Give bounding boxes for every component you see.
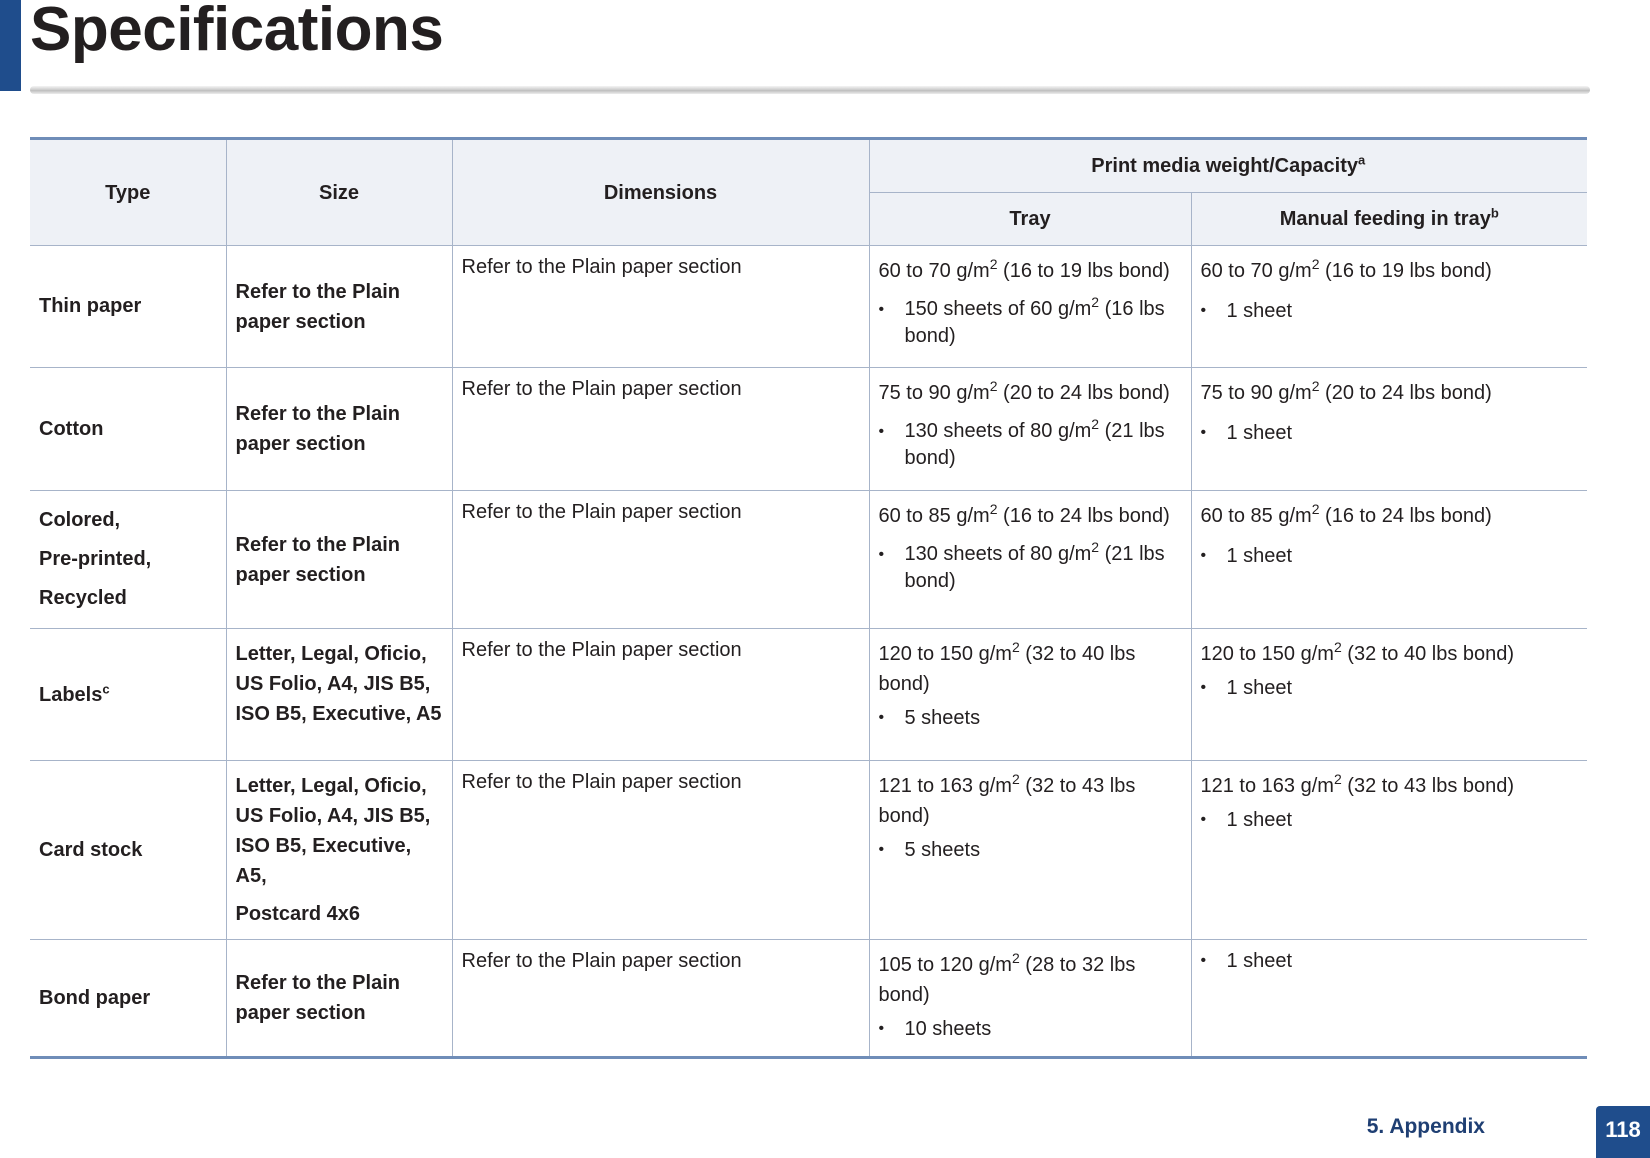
header-dimensions: Dimensions — [452, 139, 869, 246]
superscript: 2 — [989, 378, 998, 394]
superscript: 2 — [989, 256, 998, 272]
header-accent-bar — [0, 0, 21, 91]
tray-cell — [869, 368, 1191, 491]
weight-text: 60 to 85 g/m — [878, 505, 990, 527]
dimensions-cell: Refer to the Plain paper section — [452, 629, 869, 761]
weight-text: 60 to 85 g/m — [1200, 505, 1312, 527]
tray-capacity-bullet — [879, 541, 1183, 595]
weight-text: (16 to 24 lbs bond) — [997, 505, 1170, 527]
manual-weight — [1201, 378, 1580, 408]
tray-cell — [869, 491, 1191, 629]
weight-text: 60 to 70 g/m — [1200, 260, 1312, 282]
header-print-media-label: Print media weight/Capacity — [1091, 155, 1358, 177]
table-row — [30, 761, 1587, 940]
footnote-marker-a: a — [1358, 152, 1366, 168]
weight-text: (32 to 43 lbs bond) — [878, 775, 1136, 827]
tray-cell — [869, 629, 1191, 761]
type-label: Pre-printed, — [39, 548, 152, 570]
manual-cell — [1191, 940, 1587, 1058]
superscript: 2 — [989, 501, 998, 517]
specifications-table — [30, 137, 1587, 1059]
weight-text: 121 to 163 g/m — [1200, 775, 1334, 797]
manual-capacity-bullet: • 1 sheet — [1201, 418, 1580, 448]
tray-weight — [879, 501, 1183, 531]
manual-capacity-bullet: • 1 sheet — [1201, 805, 1580, 835]
dimensions-cell: Refer to the Plain paper section — [452, 491, 869, 629]
tray-capacity-bullet: • 5 sheets — [879, 835, 1183, 865]
tray-capacity-bullet — [879, 296, 1183, 350]
superscript: 2 — [1311, 256, 1320, 272]
size-cell: Letter, Legal, Oficio, US Folio, A4, JIS B5, ISO B5, Executive, A5 — [226, 629, 452, 761]
manual-capacity-bullet: • 1 sheet — [1201, 541, 1580, 571]
bullet-text: (16 lbs bond) — [904, 298, 1165, 347]
bullet-text: (21 lbs bond) — [904, 420, 1165, 469]
dimensions-cell: Refer to the Plain paper section — [452, 246, 869, 368]
type-label: Labels — [39, 683, 103, 706]
weight-text: 75 to 90 g/m — [878, 382, 990, 404]
manual-capacity-bullet: • 1 sheet — [1201, 296, 1580, 326]
table-row — [30, 368, 1587, 491]
weight-text: (28 to 32 lbs bond) — [878, 954, 1136, 1006]
weight-text: 120 to 150 g/m — [878, 643, 1012, 665]
superscript: 2 — [1091, 539, 1100, 555]
type-cell — [30, 246, 226, 368]
superscript: 2 — [1333, 639, 1342, 655]
tray-weight — [879, 771, 1183, 831]
manual-weight — [1201, 771, 1580, 801]
dimensions-cell: Refer to the Plain paper section — [452, 761, 869, 940]
superscript: 2 — [1311, 378, 1320, 394]
table-row — [30, 940, 1587, 1058]
superscript: 2 — [1091, 294, 1100, 310]
type-cell — [30, 629, 226, 761]
bullet-text: 130 sheets of 80 g/m — [904, 543, 1092, 565]
tray-cell — [869, 246, 1191, 368]
type-cell — [30, 491, 226, 629]
weight-text: 60 to 70 g/m — [878, 260, 990, 282]
superscript: 2 — [1091, 416, 1100, 432]
size-list: Letter, Legal, Oficio, US Folio, A4, JIS B5, ISO B5, Executive, A5, — [235, 775, 431, 887]
dimensions-cell: Refer to the Plain paper section — [452, 940, 869, 1058]
type-label: Recycled — [39, 587, 127, 609]
weight-text: (16 to 19 lbs bond) — [997, 260, 1170, 282]
superscript: 2 — [1333, 771, 1342, 787]
table-header-row — [30, 139, 1587, 193]
size-cell: Refer to the Plain paper section — [226, 491, 452, 629]
tray-capacity-bullet: • 5 sheets — [879, 703, 1183, 733]
table-row — [30, 629, 1587, 761]
header-type: Type — [30, 139, 226, 246]
manual-cell — [1191, 491, 1587, 629]
weight-text: 120 to 150 g/m — [1200, 643, 1334, 665]
manual-weight — [1201, 256, 1580, 286]
tray-cell — [869, 940, 1191, 1058]
type-cell — [30, 368, 226, 491]
header-manual-label: Manual feeding in tray — [1279, 208, 1491, 230]
type-label: Cotton — [39, 417, 104, 440]
weight-text: (32 to 40 lbs bond) — [878, 643, 1136, 695]
manual-cell — [1191, 761, 1587, 940]
tray-weight — [879, 950, 1183, 1010]
bullet-text: (21 lbs bond) — [904, 543, 1165, 592]
footnote-marker-b: b — [1490, 205, 1499, 221]
weight-text: 105 to 120 g/m — [878, 954, 1012, 976]
size-extra: Postcard 4x6 — [235, 903, 361, 925]
weight-text: (16 to 24 lbs bond) — [1319, 505, 1492, 527]
footer-section-label: 5. Appendix — [1366, 1115, 1485, 1138]
manual-weight — [1201, 501, 1580, 531]
tray-weight — [879, 639, 1183, 699]
tray-weight — [879, 256, 1183, 286]
weight-text: (32 to 43 lbs bond) — [1341, 775, 1515, 797]
header-tray: Tray — [869, 193, 1191, 246]
tray-cell — [869, 761, 1191, 940]
tray-weight — [879, 378, 1183, 408]
page-number-badge: 118 — [1596, 1106, 1650, 1158]
manual-capacity-bullet: • 1 sheet — [1201, 946, 1580, 976]
weight-text: (20 to 24 lbs bond) — [1319, 382, 1492, 404]
superscript: 2 — [1311, 501, 1320, 517]
footnote-marker-c: c — [102, 680, 110, 696]
manual-capacity-bullet: • 1 sheet — [1201, 673, 1580, 703]
manual-cell — [1191, 246, 1587, 368]
bullet-text: 150 sheets of 60 g/m — [904, 298, 1092, 320]
title-divider — [30, 86, 1590, 94]
page-title: Specifications — [30, 0, 444, 64]
manual-cell — [1191, 368, 1587, 491]
type-cell: Card stock — [30, 761, 226, 940]
header-size: Size — [226, 139, 452, 246]
manual-weight — [1201, 639, 1580, 669]
table-row — [30, 491, 1587, 629]
tray-capacity-bullet — [879, 418, 1183, 472]
weight-text: (20 to 24 lbs bond) — [997, 382, 1170, 404]
superscript: 2 — [1011, 771, 1020, 787]
superscript: 2 — [1011, 639, 1020, 655]
dimensions-cell: Refer to the Plain paper section — [452, 368, 869, 491]
superscript: 2 — [1011, 950, 1020, 966]
manual-cell — [1191, 629, 1587, 761]
type-cell: Bond paper — [30, 940, 226, 1058]
header-print-media — [869, 139, 1587, 193]
size-cell: Refer to the Plain paper section — [226, 246, 452, 368]
weight-text: 121 to 163 g/m — [878, 775, 1012, 797]
tray-capacity-bullet: • 10 sheets — [879, 1014, 1183, 1044]
size-cell: Refer to the Plain paper section — [226, 368, 452, 491]
header-manual-feeding — [1191, 193, 1587, 246]
type-label: Thin paper — [39, 295, 142, 317]
weight-text: (32 to 40 lbs bond) — [1341, 643, 1515, 665]
size-cell: Refer to the Plain paper section — [226, 940, 452, 1058]
type-label: Colored, — [39, 509, 121, 531]
weight-text: (16 to 19 lbs bond) — [1319, 260, 1492, 282]
weight-text: 75 to 90 g/m — [1200, 382, 1312, 404]
bullet-text: 130 sheets of 80 g/m — [904, 420, 1092, 442]
table-row — [30, 246, 1587, 368]
size-cell — [226, 761, 452, 940]
